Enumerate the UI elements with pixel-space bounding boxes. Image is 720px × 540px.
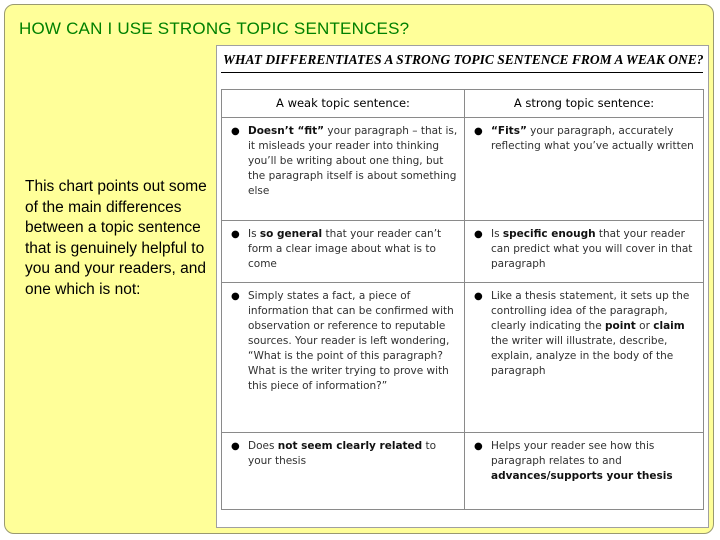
bullet-icon: ●	[231, 126, 240, 137]
list-item	[222, 433, 464, 471]
emphasis-text: claim	[653, 320, 685, 332]
bullet-icon: ●	[231, 229, 240, 240]
item-text: your paragraph, accurately reflecting what you’ve actually written	[491, 125, 694, 152]
bullet-icon: ●	[474, 291, 483, 302]
heading-underline	[221, 72, 703, 73]
strong-cell	[465, 433, 704, 510]
item-text: that your reader can’t form a clear image about what is to come	[248, 228, 442, 270]
item-text: Helps your reader see how this paragraph relates to and	[491, 440, 655, 467]
item-text: Like a thesis statement, it sets up the controlling idea of the paragraph, clearly indicating the	[491, 290, 690, 332]
bullet-icon: ●	[231, 291, 240, 302]
chart-heading: WHAT DIFFERENTIATES A STRONG TOPIC SENTENCE FROM A WEAK ONE?	[223, 52, 704, 67]
weak-cell	[222, 433, 465, 510]
strong-cell	[465, 118, 704, 221]
slide	[4, 4, 714, 534]
table-row	[222, 221, 704, 283]
list-item	[222, 221, 464, 274]
list-item	[465, 283, 703, 381]
table-row	[222, 433, 704, 510]
table-header-row	[222, 90, 704, 118]
item-text: your paragraph – that is, it misleads your reader into thinking you’ll be writing about one thing, but the paragraph itself is about something else	[248, 125, 458, 197]
item-text: Is	[248, 228, 260, 240]
emphasis-text: specific enough	[502, 228, 596, 240]
item-text: Is	[491, 228, 503, 240]
column-header-weak: A weak topic sentence:	[222, 90, 465, 118]
weak-cell	[222, 221, 465, 283]
emphasis-text: advances/supports your thesis	[491, 470, 673, 482]
emphasis-text: not seem clearly related	[277, 440, 423, 452]
item-text: that your reader can predict what you will cover in that paragraph	[491, 228, 693, 270]
list-item	[465, 433, 703, 486]
emphasis-text: “Fits”	[491, 125, 527, 137]
slide-title: HOW CAN I USE STRONG TOPIC SENTENCES?	[19, 19, 410, 38]
item-text: Does	[248, 440, 278, 452]
bullet-icon: ●	[474, 441, 483, 452]
emphasis-text: Doesn’t “fit”	[248, 125, 325, 137]
comparison-table	[221, 89, 704, 510]
bullet-icon: ●	[474, 229, 483, 240]
list-item	[222, 283, 464, 396]
bullet-icon: ●	[231, 441, 240, 452]
table-row	[222, 283, 704, 433]
item-text: or	[635, 320, 654, 332]
emphasis-text: point	[605, 320, 636, 332]
list-item	[465, 221, 703, 274]
list-item	[465, 118, 703, 156]
item-text: Simply states a fact, a piece of information that can be confirmed with observation or reference to reputable sources. Your reader is left wondering, “What is the point of this paragraph? What is the writer trying to prove with this piece of information?”	[248, 290, 454, 392]
bullet-icon: ●	[474, 126, 483, 137]
item-text: the writer will illustrate, describe, explain, analyze in the body of the paragraph	[491, 335, 674, 377]
strong-cell	[465, 221, 704, 283]
weak-cell	[222, 118, 465, 221]
list-item	[222, 118, 464, 201]
item-text: to your thesis	[248, 440, 437, 467]
table-row	[222, 118, 704, 221]
strong-cell	[465, 283, 704, 433]
weak-cell	[222, 283, 465, 433]
emphasis-text: so general	[259, 228, 323, 240]
comparison-chart-image	[216, 45, 709, 528]
slide-description: This chart points out some of the main differences between a topic sentence that is genuinely helpful to you and your readers, and one which is not:	[25, 178, 207, 298]
column-header-strong: A strong topic sentence:	[465, 90, 704, 118]
